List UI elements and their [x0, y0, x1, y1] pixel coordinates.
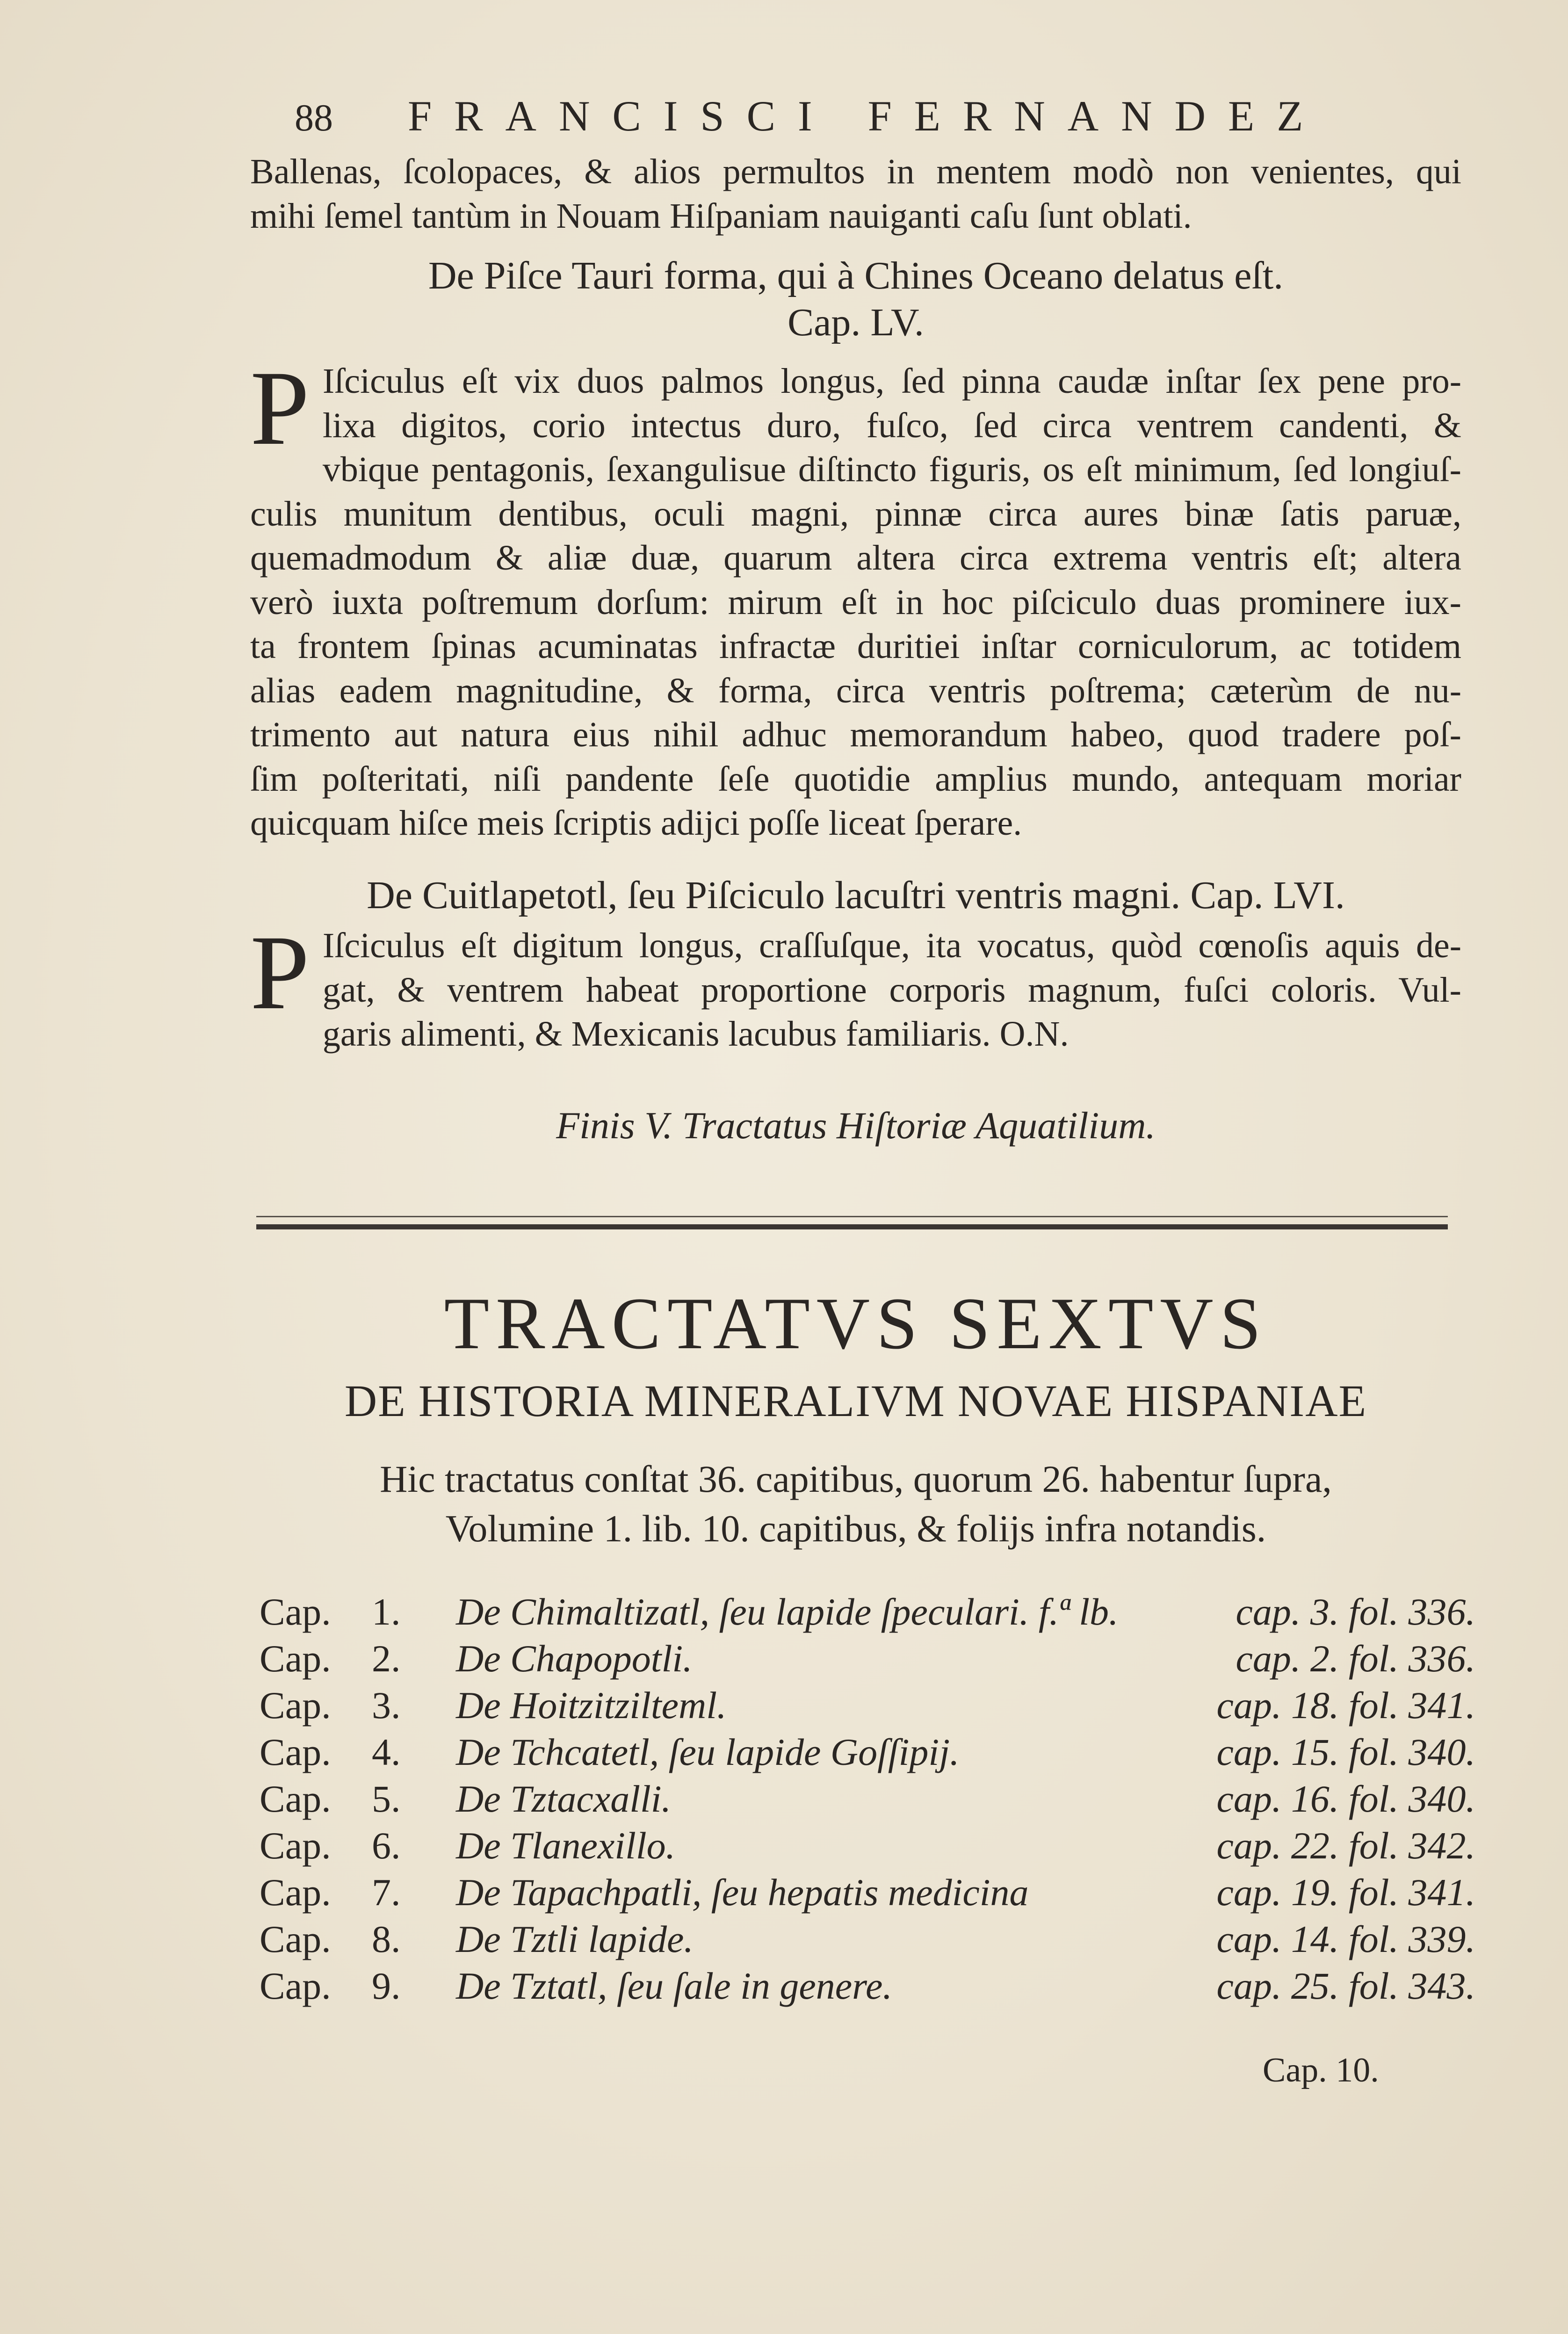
toc-cap-label: Cap.: [260, 1778, 331, 1820]
intro-paragraph: [250, 150, 1461, 238]
tractatus-subtitle: DE HISTORIA MINERALIVM NOVAE HISPANIAE: [344, 1376, 1367, 1426]
toc-reference: cap. 25. fol. 343.: [1216, 1965, 1475, 2007]
toc-number: 3.: [372, 1684, 401, 1727]
toc-reference: cap. 14. fol. 339.: [1216, 1918, 1475, 1960]
toc-cap-label: Cap.: [260, 1824, 331, 1867]
tractatus-note-line-2: Volumine 1. lib. 10. capitibus, & folijs infra notandis.: [445, 1507, 1266, 1550]
toc-reference: cap. 15. fol. 340.: [1216, 1731, 1475, 1773]
toc-title: De Tlanexillo.: [456, 1824, 676, 1867]
toc-row: [260, 1730, 1475, 1777]
toc-number: 2.: [372, 1637, 401, 1680]
toc-number: 7.: [372, 1871, 401, 1914]
text-line: verò iuxta poſtremum dorſum: mirum eſt in hoc piſciculo duas prominere iux-: [250, 582, 1461, 622]
toc-reference: cap. 2. fol. 336.: [1236, 1637, 1475, 1680]
tractatus-note-line-1: Hic tractatus conſtat 36. capitibus, quorum 26. habentur ſupra,: [380, 1458, 1332, 1500]
toc-title: De Tztacxalli.: [456, 1778, 672, 1820]
text-line: quemadmodum & aliæ duæ, quarum altera circa extrema ventris eſt; altera: [250, 538, 1461, 578]
chapter-heading-55: De Piſce Tauri forma, qui à Chines Oceano delatus eſt.: [428, 254, 1284, 297]
finis-line: Finis V. Tractatus Hiſtoriæ Aquatilium.: [556, 1104, 1156, 1147]
text-line: Iſciculus eſt vix duos palmos longus, ſed pinna caudæ inſtar ſex pene pro-: [322, 361, 1461, 401]
chapter-heading-56: De Cuitlapetotl, ſeu Piſciculo lacuſtri ventris magni. Cap. LVI.: [367, 874, 1345, 917]
toc-row: [260, 1777, 1475, 1824]
text-line: lixa digitos, corio intectus duro, fuſco, ſed circa ventrem candenti, &: [322, 405, 1461, 445]
toc-title: De Tztatl, ſeu ſale in genere.: [456, 1965, 892, 2007]
toc-cap-label: Cap.: [260, 1918, 331, 1960]
drop-cap-initial: P: [250, 914, 310, 1032]
text-line: vbique pentagonis, ſexangulisue diſtincto figuris, os eſt minimum, ſed longiuſ-: [322, 450, 1461, 489]
toc-row: [260, 1684, 1475, 1730]
divider-thick: [256, 1224, 1448, 1229]
text-line: ſim poſteritati, niſi pandente ſeſe quotidie amplius mundo, antequam moriar: [250, 759, 1461, 799]
catchword: Cap. 10.: [1263, 2051, 1379, 2089]
toc-row: [260, 1917, 1475, 1964]
chapter-55-body: [250, 349, 1461, 845]
toc-reference: cap. 19. fol. 341.: [1216, 1871, 1475, 1914]
text-line: garis alimenti, & Mexicanis lacubus familiaris. O.N.: [322, 1014, 1069, 1054]
toc-number: 9.: [372, 1965, 401, 2007]
tractatus-title: TRACTATVS SEXTVS: [444, 1283, 1268, 1365]
text-line: trimento aut natura eius nihil adhuc memorandum habeo, quod tradere poſ-: [250, 715, 1461, 754]
toc-cap-label: Cap.: [260, 1684, 331, 1727]
text-line: Iſciculus eſt digitum longus, craſſuſque, ita vocatus, quòd cœnoſis aquis de-: [322, 926, 1461, 965]
toc-cap-label: Cap.: [260, 1871, 331, 1914]
running-head: FRANCISCI FERNANDEZ: [408, 92, 1326, 140]
toc-cap-label: Cap.: [260, 1590, 331, 1633]
toc-cap-label: Cap.: [260, 1637, 331, 1680]
toc-cap-label: Cap.: [260, 1731, 331, 1773]
page-number: 88: [295, 96, 333, 139]
toc-number: 8.: [372, 1918, 401, 1960]
text-line: mihi ſemel tantùm in Nouam Hiſpaniam nauiganti caſu ſunt oblati.: [250, 196, 1192, 236]
divider-thin: [256, 1216, 1448, 1217]
text-line: ta frontem ſpinas acuminatas infractæ duritiei inſtar corniculorum, ac totidem: [250, 627, 1461, 666]
toc-title: De Chapopotli.: [456, 1637, 693, 1680]
chapter-56-body: [250, 914, 1461, 1056]
toc-reference: cap. 16. fol. 340.: [1216, 1778, 1475, 1820]
toc-row: [260, 1871, 1475, 1917]
text-line: gat, & ventrem habeat proportione corporis magnum, fuſci coloris. Vul-: [322, 970, 1461, 1010]
toc-number: 6.: [372, 1824, 401, 1867]
toc-title: De Chimaltizatl, ſeu lapide ſpeculari. f.ª lb.: [456, 1590, 1119, 1633]
toc-number: 4.: [372, 1731, 401, 1773]
chapter-number-55: Cap. LV.: [788, 301, 924, 344]
toc-title: De Tapachpatli, ſeu hepatis medicina: [456, 1871, 1029, 1914]
toc-number: 1.: [372, 1590, 401, 1633]
drop-cap-initial: P: [250, 349, 310, 467]
text-line: quicquam hiſce meis ſcriptis adijci poſſe liceat ſperare.: [250, 803, 1022, 843]
toc-row: [260, 1590, 1475, 1637]
running-header: [295, 91, 1394, 147]
toc-row: [260, 1637, 1475, 1684]
toc-row: [260, 1824, 1475, 1871]
toc-title: De Tchcatetl, ſeu lapide Goſſipij.: [456, 1731, 960, 1773]
text-line: Ballenas, ſcolopaces, & alios permultos in mentem modò non venientes, qui: [250, 152, 1461, 191]
toc-reference: cap. 22. fol. 342.: [1216, 1824, 1475, 1867]
toc-title: De Hoitzitzilteтl.: [456, 1684, 727, 1727]
toc-reference: cap. 18. fol. 341.: [1216, 1684, 1475, 1727]
table-of-contents: [260, 1590, 1475, 2011]
text-line: culis munitum dentibus, oculi magni, pinnæ circa aures binæ ſatis paruæ,: [250, 494, 1461, 534]
text-line: alias eadem magnitudine, & forma, circa ventris poſtrema; cæterùm de nu-: [250, 671, 1461, 710]
toc-cap-label: Cap.: [260, 1965, 331, 2007]
toc-title: De Tztli lapide.: [456, 1918, 694, 1960]
toc-number: 5.: [372, 1778, 401, 1820]
toc-row: [260, 1964, 1475, 2011]
toc-reference: cap. 3. fol. 336.: [1236, 1590, 1475, 1633]
